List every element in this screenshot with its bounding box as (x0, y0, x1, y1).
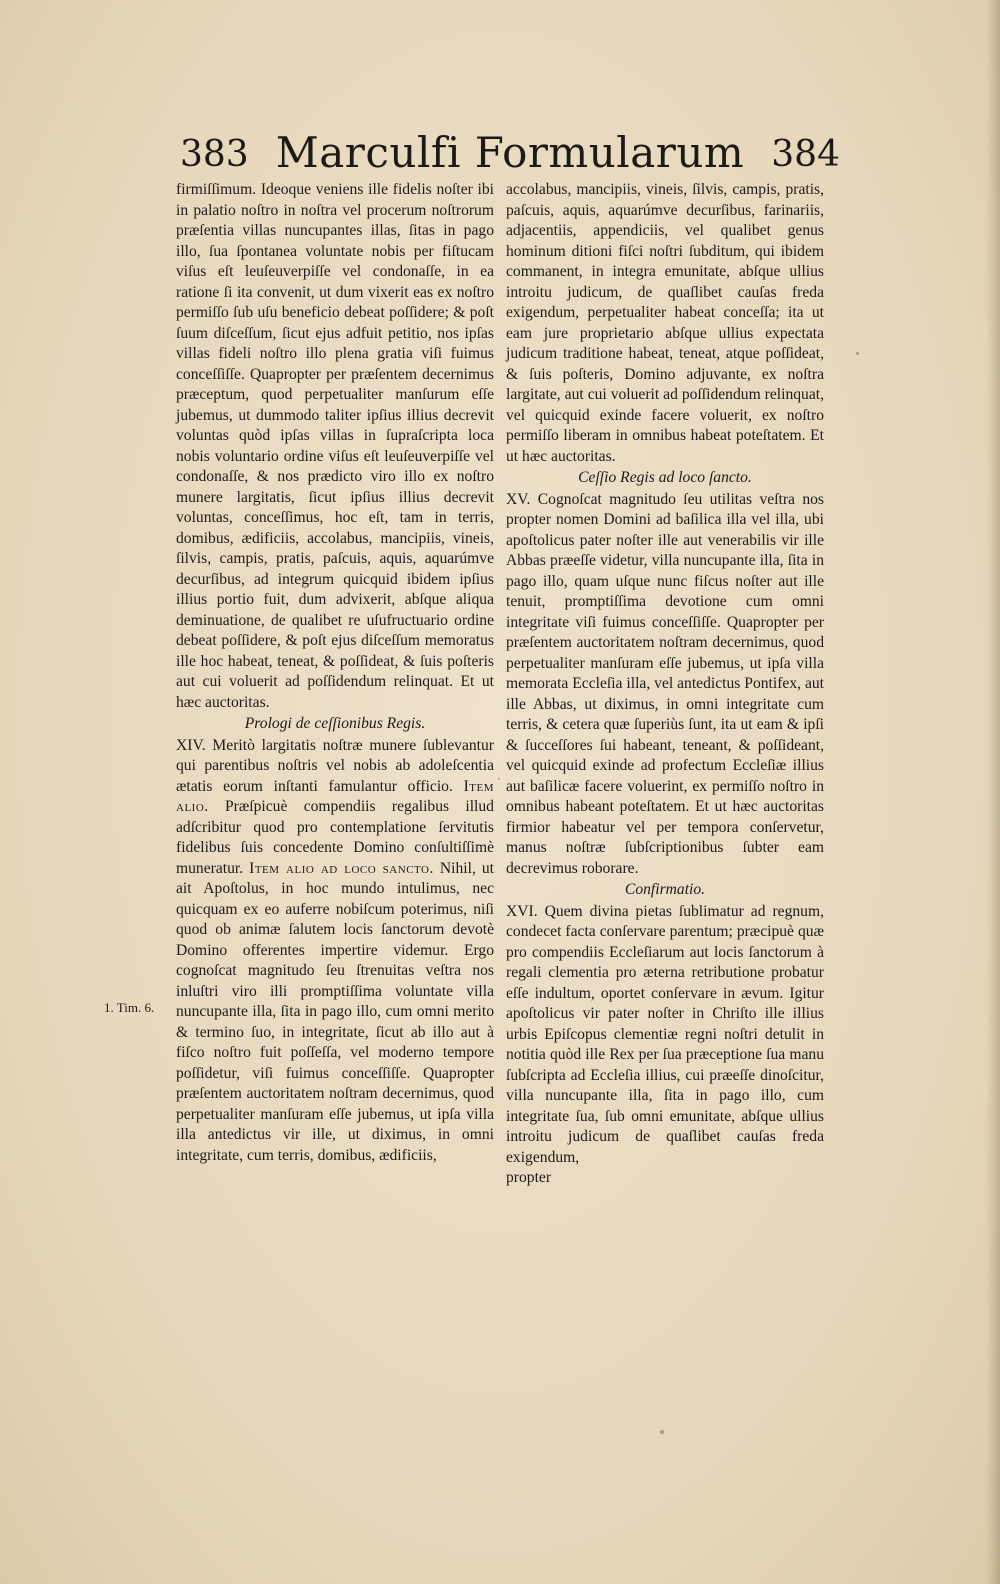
item-alio-ad-loco-label: Item alio ad loco sancto. (249, 859, 434, 877)
right-paragraph-3-text: Quem divina pietas ſublimatur ad regnum, condecet facta conſervare parentum; præcipuè quæ pro compendiis Eccleſiarum aut locis ſanctorum à regali clementia pro æterna retributione probatur eſſe indultum, oportet conſervare in ævum. Igitur apoſtolicus vir pater noſter in Chriſto ille illius urbis Epiſcopus clementiæ regni noſtri detulit in notitia quòd ille Rex per ſua præceptione ſua manu ſubſcripta ad Eccleſia illius, cui præeſſe dinoſcitur, villa nuncupante illa, ſita in pago illo, cum integritate ſua, ſub omni emunitate, abſque ullius introitu judicum de quaſlibet cauſas freda exigendum, (506, 902, 824, 1166)
right-column (506, 180, 824, 1189)
left-paragraph-2-text-a: Meritò largitatis noſtræ munere ſublevantur qui parentibus noſtris vel nobis ab adoleſcentia ætatis eorum inſtanti famulantur officio. (176, 736, 494, 795)
section-number-xiv: XIV. (176, 736, 206, 754)
marginal-note: 1. Tim. 6. (104, 1000, 155, 1015)
catchword: propter (506, 1169, 552, 1186)
left-column (176, 180, 494, 1166)
paper-speck (660, 1430, 664, 1434)
right-paragraph-2 (506, 490, 824, 880)
left-section-heading: Prologi de ceſſionibus Regis. (244, 715, 426, 732)
page-header (180, 128, 840, 178)
right-paragraph-1: accolabus, mancipiis, vineis, ſilvis, campis, pratis, paſcuis, aquis, aquarúmve decurſibus, farinariis, adjacentiis, appendiciis, vel qualibet genus hominum ditioni fiſci noſtri ſubditum, qui ibidem commanent, in integra emunitate, abſque ullius introitu judicum, de quaſlibet cauſas freda exigendum, perpetualiter habeat conceſſa; ita ut eam jure proprietario abſque ullius expectata judicum traditione habeat, teneat, atque poſſideat, & ſuis poſteris, Domino adjuvante, ex noſtra largitate, aut cui voluerit ad poſſidendum relinquat, vel quicquid exinde facere voluerit, ex noſtro permiſſo liberam in omnibus habeat poteſtatem. Et ut hæc auctoritas. (506, 181, 824, 465)
page-number-left: 383 (180, 134, 249, 175)
paper-speck (856, 352, 859, 355)
running-title: Marculfi Formularum (275, 128, 745, 177)
paper-speck (498, 778, 500, 780)
right-section-heading-1: Ceſſio Regis ad loco ſancto. (578, 469, 752, 486)
right-paragraph-2-text: Cognoſcat magnitudo ſeu utilitas veſtra nos propter nomen Domini ad baſilica illa vel illa, ubi apoſtolicus pater noſter ille aut venerabilis vir ille Abbas præeſſe videtur, villa nuncupante illa, ſita in pago illo, quam uſque nunc fiſcus noſter aut ille tenuit, promptiſſima devotione cum omni integritate viſi fuimus conceſſiſſe. Quapropter per præſentem auctoritatem noſtram decernimus, quod perpetualiter manſuram eſſe jubemus, ut ipſa villa memorata Eccleſia illa, vel antedictus Pontifex, aut ille Abbas, ut diximus, in omni integritate cum terris, & cetera quæ ſuperiùs ſunt, ita ut eam & ipſi & ſucceſſores ſui habeant, teneant, & poſſideant, vel quicquid exinde ad profectum Eccleſiæ illius aut baſilicæ facere voluerint, ex permiſſo noſtro in omnibus habeant poteſtatem. Et ut hæc auctoritas firmior habeatur vel per tempora conſervetur, manus noſtræ ſubſcriptionibus ſubter eam decrevimus roborare. (506, 490, 824, 877)
left-paragraph-2-text-c: Nihil, ut ait Apoſtolus, in hoc mundo intulimus, nec quicquam ex eo auferre nobiſcum poterimus, niſi quod ob animæ ſalutem locis ſanctorum devotè Domino offerentes impertire videmur. Ergo cognoſcat magnitudo ſeu ſtrenuitas veſtra nos inluſtri viro illi promptiſſima voluntate villa nuncupante illa, ſita in pago illo, cum omni merito & termino ſuo, in integritate, ſicut ab illo aut à fiſco noſtro fuit poſſeſſa, vel moderno tempore poſſidetur, viſi fuimus conceſſiſſe. Quapropter præſentem auctoritatem noſtram decernimus, quod perpetualiter manſuram eſſe jubemus, ut ipſa villa illa antedictus vir ille, ut diximus, in omni integritate, cum terris, domibus, ædificiis, (176, 859, 494, 1164)
page-edge-shadow (986, 0, 1000, 1584)
section-number-xv: XV. (506, 490, 531, 508)
left-paragraph-2 (176, 736, 494, 1167)
item-alio-label: Item alio. (176, 777, 494, 815)
left-paragraph-2-text-b: Præſpicuè compendiis regalibus illud adſcribitur quod pro contemplatione ſervitutis fidelibus ſuis concedente Domino conſultiſſimè muneratur. (176, 798, 494, 877)
right-paragraph-3 (506, 902, 824, 1169)
right-section-heading-2: Confirmatio. (624, 881, 706, 898)
left-paragraph-1: firmiſſimum. Ideoque veniens ille fidelis noſter ibi in palatio noſtro in noſtra vel procerum noſtrorum præſentia villas nuncupantes illas, ſitas in pago illo, ſua ſpontanea voluntate nobis per fiſtucam viſus eſt leuſeuverpiſſe vel condonaſſe, in ea ratione ſi ita convenit, ut dum vixerit eas ex noſtro permiſſo ſub uſu beneficio debeat poſſidere; & poſt ſuum diſceſſum, ſicut ejus adfuit petitio, nos ipſas villas fideli noſtro illo plena gratia viſi fuimus conceſſiſſe. Quapropter per præſentem decernimus præceptum, quod perpetualiter manſurum eſſe jubemus, ut dummodo taliter ipſius illius decrevit voluntas quòd ipſas villas in ſupraſcripta loca nobis voluntario ordine viſus eſt leuſeuverpiſſe vel condonaſſe, & nos prædicto viro illo ex noſtro munere largitatis, ſicut ipſius illius decrevit voluntas, conceſſimus, hoc eſt, tam in terris, domibus, ædificiis, accolabus, mancipiis, vineis, ſilvis, campis, pratis, paſcuis, aquis, aquarúmve decurſibus, ad integrum quicquid ibidem ipſius illius portio fuit, dum advixerit, abſque aliqua deminuatione, de qualibet re uſufructuario ordine debeat poſſidere, & poſt ejus diſceſſum memoratus ille hoc habeat, teneat, & poſſideat, & ſuis poſteris aut cui voluerit ad poſſidendum relinquat. Et ut hæc auctoritas. (176, 181, 494, 711)
section-number-xvi: XVI. (506, 902, 538, 920)
page-number-right: 384 (771, 134, 840, 175)
